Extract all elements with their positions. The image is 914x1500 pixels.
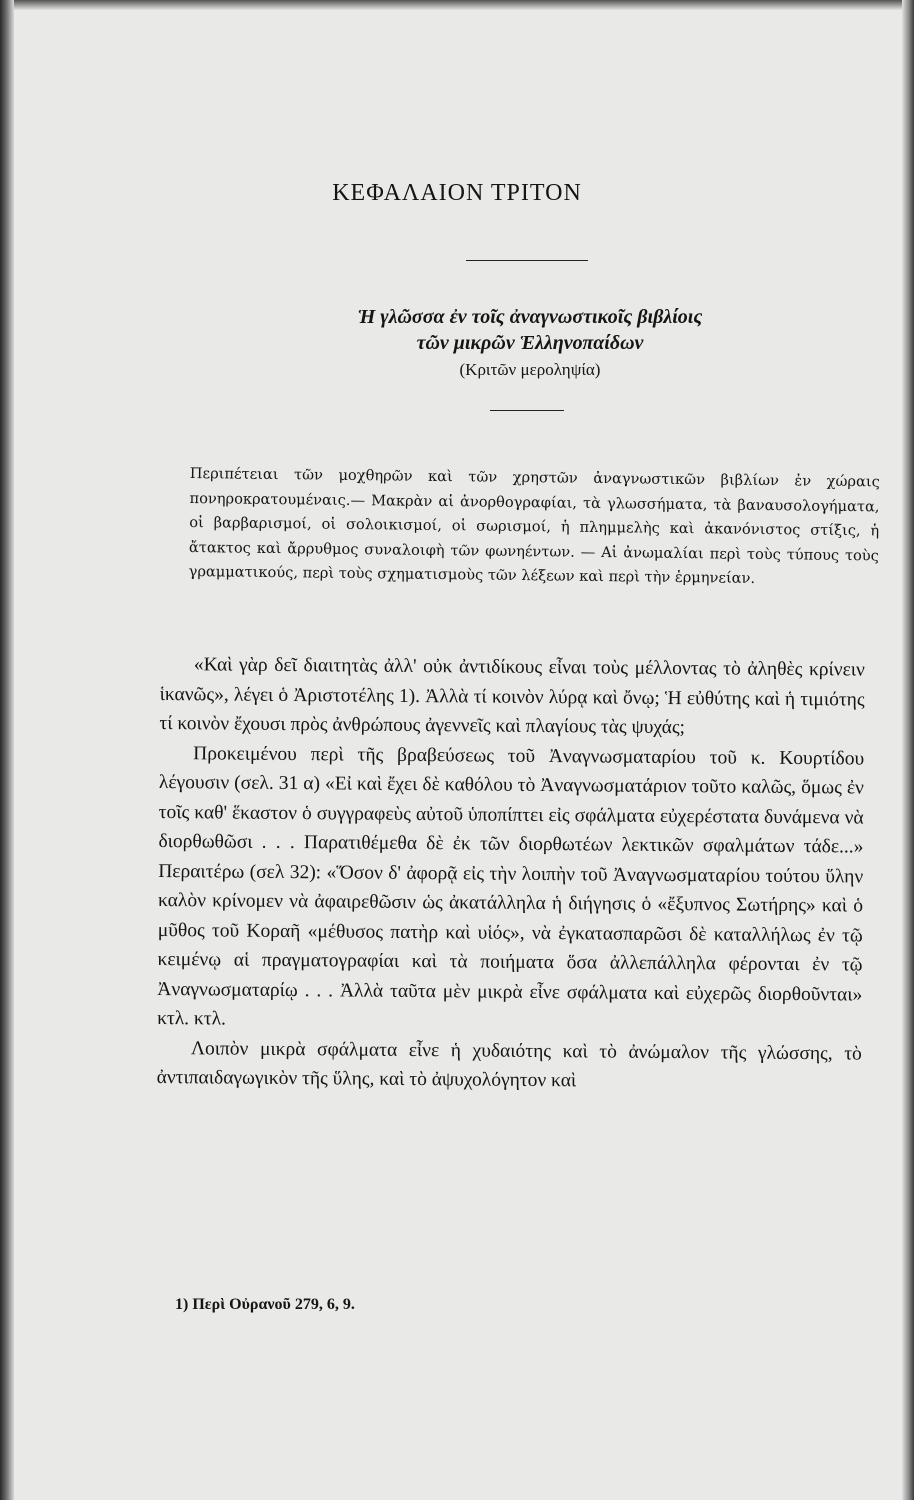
paragraph-1: «Καὶ γὰρ δεῖ διαιτητὰς ἀλλ' οὐκ ἀντιδίκους εἶναι τοὺς μέλλοντας τὸ ἀληθὲς κρίνειν ἱκανῶς», λέγει ὁ Ἀριστοτέλης 1). Ἀλλὰ τί κοινὸν λύρᾳ καὶ ὄνῳ; Ἡ εὐθύτης καὶ ἡ τιμιότης τί κοινὸν ἔχουσι πρὸς ἀνθρώπους ἀγεννεῖς καὶ πλαγίους τὰς ψυχάς; xyxy=(159,654,865,739)
section-heading xyxy=(250,304,810,382)
footnote: 1) Περὶ Οὐρανοῦ 279, 6, 9. xyxy=(175,1296,355,1313)
section-heading-line-2: τῶν μικρῶν Ἑλληνοπαίδων xyxy=(416,332,644,354)
section-heading-note: (Κριτῶν μεροληψία) xyxy=(459,360,601,379)
page-edge-top xyxy=(0,0,914,10)
chapter-title: ΚΕΦΑΛΑΙΟΝ ΤΡΙΤΟΝ xyxy=(332,180,582,206)
chapter-summary xyxy=(189,462,880,593)
paragraph-3: Λοιπὸν μικρὰ σφάλματα εἶνε ἡ χυδαιότης καὶ τὸ ἀνώμαλον τῆς γλώσσης, τὸ ἀντιπαιδαγωγικὸν τῆς ὕλης, καὶ τὸ ἀψυχολόγητον καὶ xyxy=(156,1037,862,1092)
main-text xyxy=(157,650,865,1098)
section-heading-line-1: Ἡ γλῶσσα ἐν τοῖς ἀναγνωστικοῖς βιβλίοις xyxy=(357,306,703,328)
page-edge-right xyxy=(902,0,914,1500)
paragraph-2: Προκειμένου περὶ τῆς βραβεύσεως τοῦ Ἀναγνωσματαρίου τοῦ κ. Κουρτίδου λέγουσιν (σελ. 31 α) «Εἰ καὶ ἔχει δὲ καθόλου τὸ Ἀναγνωσματάριον τοῦτο καλῶς, ὅμως ἐν τοῖς καθ' ἕκαστον ὁ συγγραφεὺς αὐτοῦ ὑποπίπτει εἰς σφάλματα εὐχερέστατα δυνάμενα νὰ διορθωθῶσι . . . Παρατιθέμεθα δὲ ἐκ τῶν διορθωτέων λεκτικῶν σφαλμάτων τάδε...» Περαιτέρω (σελ 32): «Ὅσον δ' ἀφορᾷ εἰς τὴν λοιπὴν τοῦ Ἀναγνωσματαρίου τούτου ὕλην καλὸν κρίνομεν νὰ ἀφαιρεθῶσιν ὡς ἀκατάλληλα ἡ διήγησις ὁ «ἔξυπνος Σωτήρης» καὶ ὁ μῦθος τοῦ Κοραῆ «μέθυσος πατὴρ καὶ υἱός», νὰ ἐγκατασπαρῶσι δὲ καταλλήλως ἐν τῷ κειμένῳ αἱ πραγματογραφίαι καὶ τὰ ποιήματα ὅσα ἀλλεπάλληλα φέρονται ἐν τῷ Ἀναγνωσματαρίῳ . . . Ἀλλὰ ταῦτα μὲν μικρὰ εἶνε σφάλματα καὶ εὐχερῶς διορθοῦνται» κτλ. κτλ. xyxy=(157,742,865,1030)
page-edge-left xyxy=(0,0,14,1500)
chapter-summary-text: Περιπέτειαι τῶν μοχθηρῶν καὶ τῶν χρηστῶν ἀναγνωστικῶν βιβλίων ἐν χώραις πονηροκρατουμέναις.— Μακρὰν αἱ ἀνορθογραφίαι, τὰ γλωσσήματα, τὰ βαναυσολογήματα, οἱ βαρβαρισμοί, οἱ σολοικισμοί, οἱ σωρισμοί, ἡ πλημμελὴς καὶ ἀκανόνιστος στίξις, ἡ ἄτακτος καὶ ἄρρυθμος συναλοιφὴ τῶν φωνηέντων. — Αἱ ἀνωμαλίαι περὶ τοὺς τύπους τοὺς γραμματικούς, περὶ τοὺς σχηματισμοὺς τῶν λέξεων καὶ περὶ τὴν ἑρμηνείαν. xyxy=(188,464,880,587)
heading-divider xyxy=(490,410,564,411)
title-divider xyxy=(466,260,588,261)
